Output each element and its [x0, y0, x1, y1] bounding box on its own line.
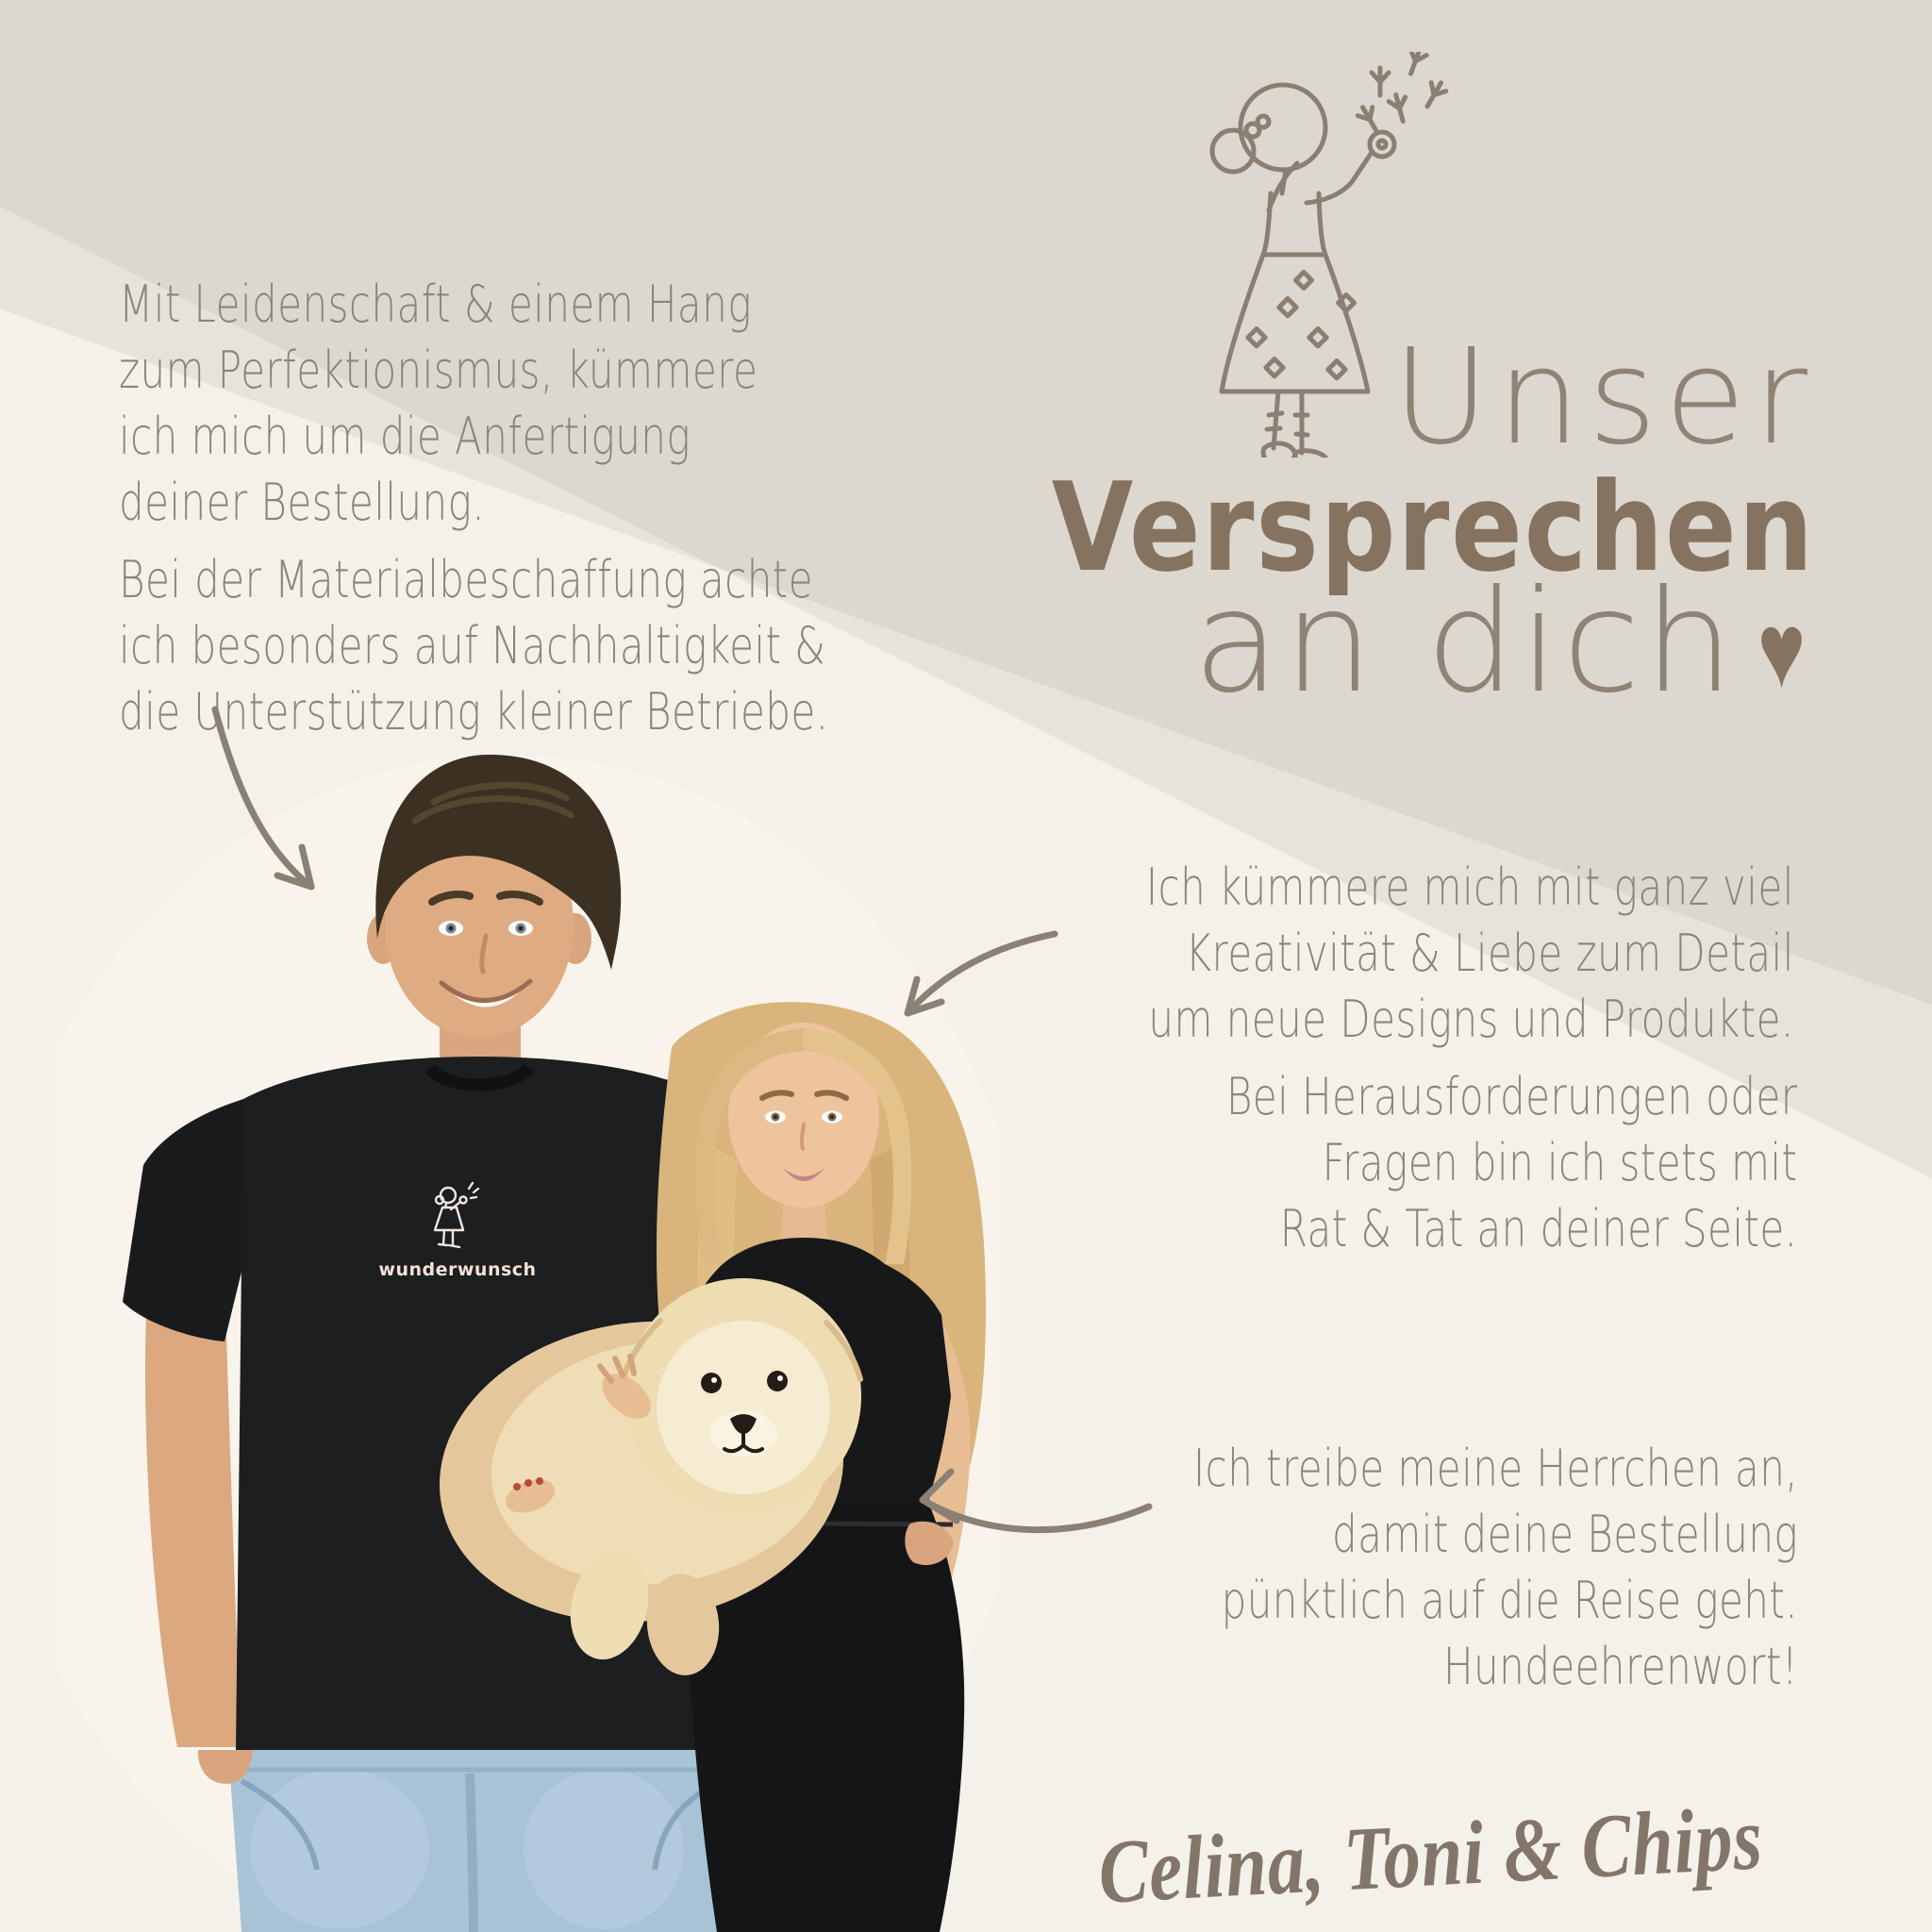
paragraph-line: Rat & Tat an deiner Seite. — [1279, 1199, 1797, 1258]
tshirt-brand-label: wunderwunsch — [378, 1259, 537, 1280]
paragraph-line: Bei Herausforderungen oder — [1225, 1067, 1797, 1126]
curved-arrow-to-dog-icon — [923, 1472, 1149, 1530]
paragraph-line: Hundeehrenwort! — [1442, 1637, 1798, 1696]
paragraph-line: pünktlich auf die Reise geht. — [1221, 1571, 1798, 1630]
paragraph-line: die Unterstützung kleiner Betriebe. — [119, 682, 829, 741]
promise-title-line1: Unser — [1392, 321, 1815, 475]
heart-icon: ♥ — [1757, 588, 1809, 713]
curved-arrow-to-woman-icon — [908, 934, 1055, 1013]
paragraph-line: Mit Leidenschaft & einem Hang — [119, 275, 752, 334]
paragraph-line: Fragen bin ich stets mit — [1322, 1133, 1797, 1192]
paragraph-line: Bei der Materialbeschaffung achte — [119, 550, 813, 609]
paragraph-line: Ich kümmere mich mit ganz viel — [1146, 858, 1794, 917]
paragraph-line: ich mich um die Anfertigung — [119, 407, 691, 466]
paragraph-line: um neue Designs und Produkte. — [1148, 990, 1794, 1049]
curved-arrow-to-man-icon — [215, 709, 311, 887]
paragraph-line: deiner Bestellung. — [119, 473, 486, 532]
promise-title-line2: Versprechen — [1051, 456, 1815, 599]
paragraph-line: damit deine Bestellung — [1331, 1505, 1798, 1564]
signature-text: Celina, Toni & Chips — [1095, 1787, 1765, 1923]
paragraph-line: Kreativität & Liebe zum Detail — [1185, 924, 1794, 983]
paragraph-line: ich besonders auf Nachhaltigkeit & — [119, 616, 826, 675]
promise-title-line3: an dich ♥ — [1192, 560, 1809, 724]
paragraph-line: Ich treibe meine Herrchen an, — [1192, 1439, 1798, 1498]
paragraph-line: zum Perfektionismus, kümmere — [119, 341, 758, 400]
